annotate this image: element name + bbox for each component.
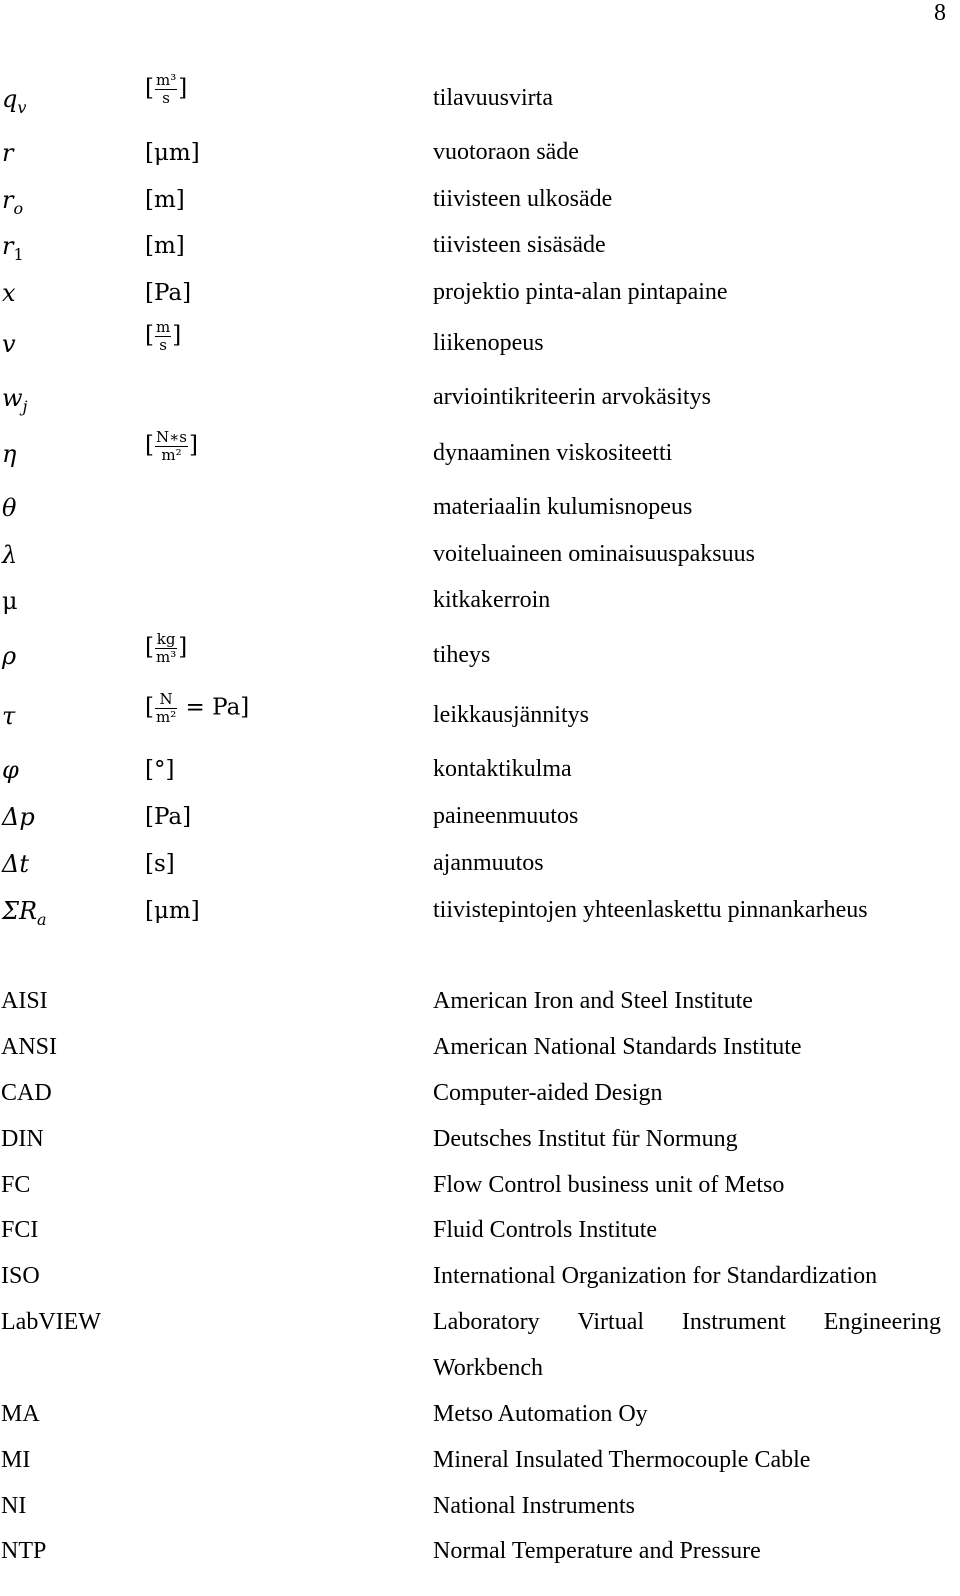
symbol-description: kitkakerroin (433, 587, 551, 613)
abbreviation: NTP (1, 1538, 47, 1564)
symbol: x (2, 279, 16, 307)
abbreviation: ANSI (1, 1034, 58, 1060)
abbreviation-description: American National Standards Institute (433, 1034, 802, 1060)
abbreviation: FC (1, 1172, 31, 1198)
abbreviation-description: Normal Temperature and Pressure (433, 1538, 761, 1564)
symbol: η (2, 440, 17, 468)
unit: [m] (145, 233, 185, 259)
unit: [μm] (145, 140, 200, 166)
abbreviation-description: Mineral Insulated Thermocouple Cable (433, 1447, 811, 1473)
symbol-description: liikenopeus (433, 330, 544, 356)
symbol-description: dynaaminen viskositeetti (433, 440, 673, 466)
abbreviation-description: American Iron and Steel Institute (433, 988, 753, 1014)
unit: [ $\frac{kg}{\text{m³}}$ ] (145, 630, 188, 666)
unit: [ $\frac{N}{\text{m²}}$ = Pa] (145, 690, 250, 726)
unit: [Pa] (145, 804, 192, 830)
abbreviation: FCI (1, 1217, 39, 1243)
abbreviation-description: Deutsches Institut für Normung (433, 1126, 738, 1152)
abbreviation: DIN (1, 1126, 44, 1152)
symbol: Δp (2, 803, 35, 831)
symbol-description: voiteluaineen ominaisuuspaksuus (433, 541, 755, 567)
symbol-description: tilavuusvirta (433, 85, 553, 111)
symbol: θ (2, 494, 17, 522)
symbol: v (2, 330, 16, 358)
symbol-description: materiaalin kulumisnopeus (433, 494, 693, 520)
unit: [ $\frac{N∗s}{\text{m²}}$ ] (145, 428, 198, 464)
page-number: 8 (934, 0, 946, 26)
abbreviation-description: Fluid Controls Institute (433, 1217, 658, 1243)
abbreviation-description: Computer-aided Design (433, 1080, 663, 1106)
abbreviation-description: Flow Control business unit of Metso (433, 1172, 785, 1198)
unit: [s] (145, 851, 175, 877)
symbol-description: tiivisteen ulkosäde (433, 186, 613, 212)
abbreviation-description: International Organization for Standardization (433, 1263, 878, 1289)
symbol-description: tiivistepintojen yhteenlaskettu pinnankarheus (433, 897, 868, 923)
unit: [°] (145, 757, 175, 783)
symbol-description: tiheys (433, 642, 491, 668)
symbol-description: ajanmuutos (433, 850, 544, 876)
symbol: φ (2, 756, 19, 784)
symbol: $q_v$ (2, 85, 27, 117)
symbol: $r_o$ (2, 186, 24, 218)
abbreviation: AISI (1, 988, 48, 1014)
unit: [ $\frac{m}{s}$ ] (145, 318, 182, 354)
symbol: τ (2, 702, 16, 730)
symbol-description: kontaktikulma (433, 756, 572, 782)
symbol: $r_1$ (2, 232, 24, 264)
symbol: μ (2, 587, 18, 615)
symbol: ρ (2, 642, 17, 670)
symbol: Δt (2, 850, 29, 878)
abbreviation-description: National Instruments (433, 1493, 635, 1519)
abbreviation: ISO (1, 1263, 40, 1289)
abbreviation: NI (1, 1493, 27, 1519)
symbol-description: projektio pinta-alan pintapaine (433, 279, 728, 305)
symbol: $\Sigma R_a$ (2, 897, 47, 929)
symbol-description: leikkausjännitys (433, 702, 589, 728)
symbol: r (2, 139, 14, 167)
abbreviation: LabVIEW (1, 1309, 101, 1335)
symbol-description: vuotoraon säde (433, 139, 579, 165)
symbol-description: tiivisteen sisäsäde (433, 232, 606, 258)
abbreviation-description: Metso Automation Oy (433, 1401, 648, 1427)
abbreviation-description-continuation: Workbench (433, 1355, 544, 1381)
symbol: $w_j$ (2, 384, 28, 416)
unit: [m] (145, 187, 185, 213)
abbreviation: MI (1, 1447, 31, 1473)
unit: [Pa] (145, 280, 192, 306)
abbreviation-description: Laboratory Virtual Instrument Engineering (433, 1309, 941, 1335)
symbol: λ (2, 541, 18, 569)
unit: [ $\frac{\text{m³}}{s}$ ] (145, 71, 188, 107)
abbreviation: CAD (1, 1080, 52, 1106)
symbol-description: arviointikriteerin arvokäsitys (433, 384, 711, 410)
abbreviation: MA (1, 1401, 40, 1427)
unit: [μm] (145, 898, 200, 924)
symbol-description: paineenmuutos (433, 803, 579, 829)
